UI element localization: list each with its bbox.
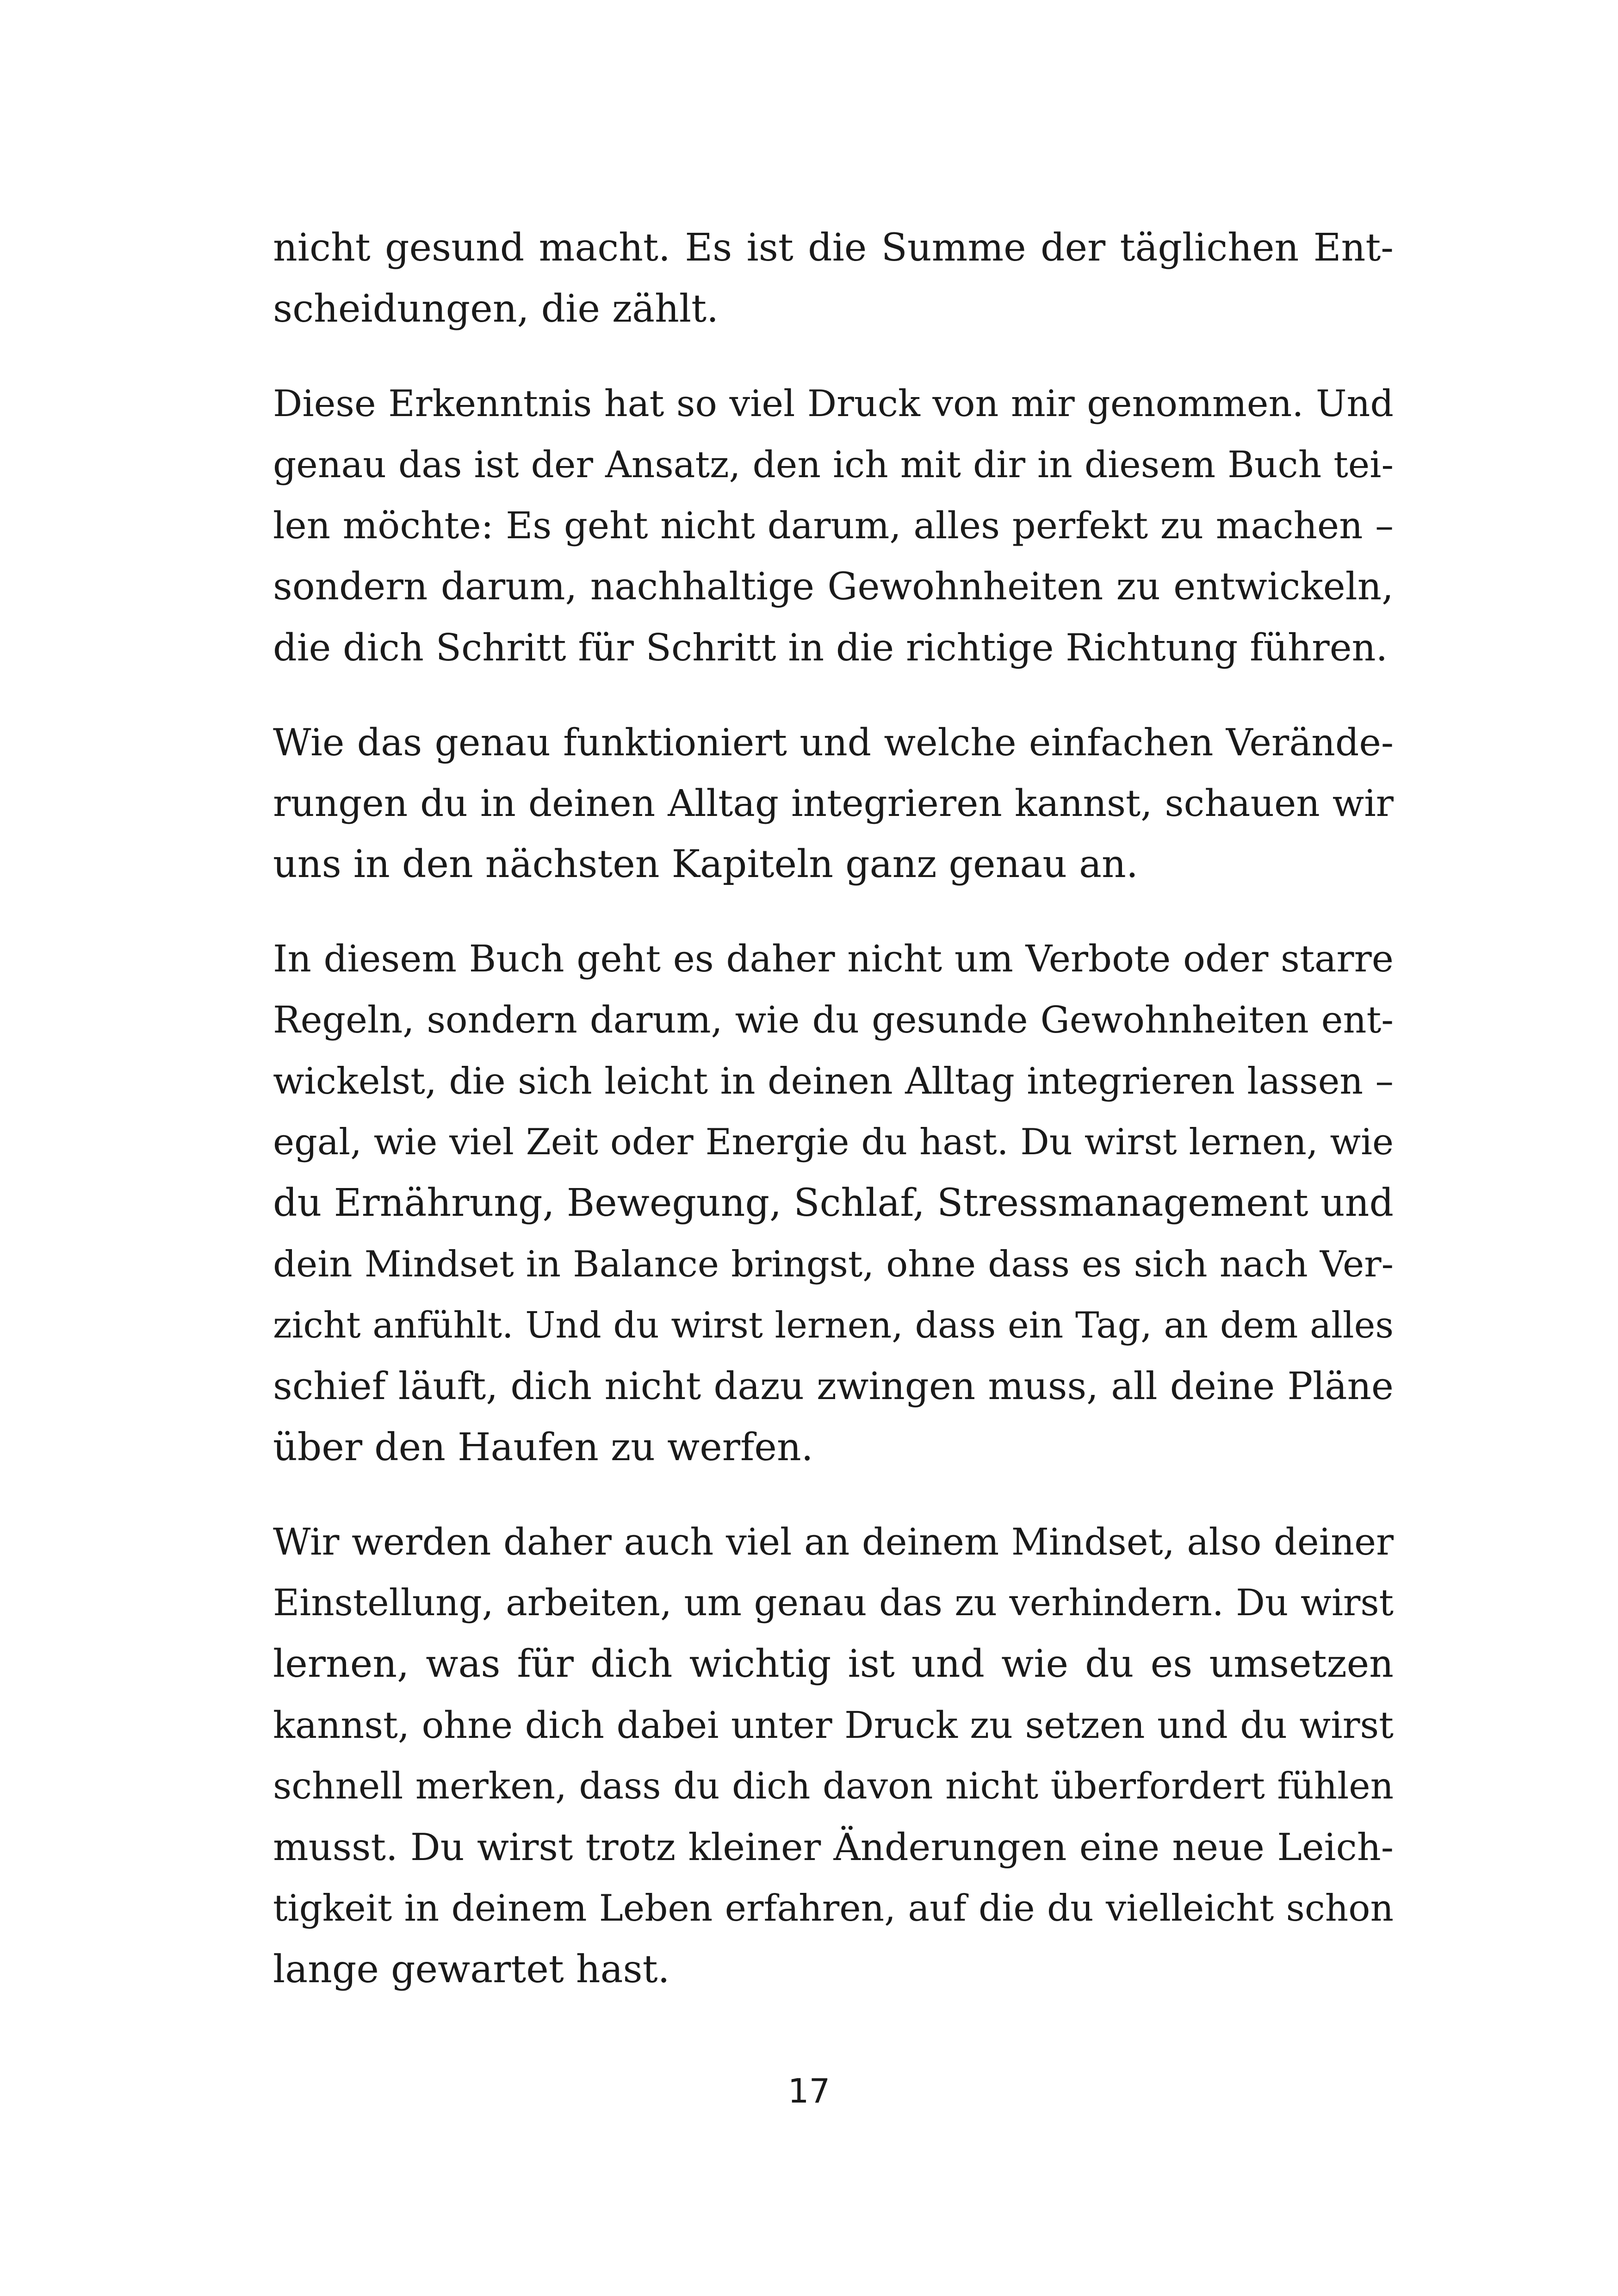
page-number: 17 xyxy=(787,2072,831,2110)
text-line: dein Mindset in Balance bringst, ohne dass es sich nach Ver- xyxy=(273,1243,1394,1285)
text-line: schief läuft, dich nicht dazu zwingen muss, all deine Pläne xyxy=(273,1365,1394,1408)
text-line: scheidungen, die zählt. xyxy=(273,287,719,331)
body-text xyxy=(273,218,1394,2000)
text-line: schnell merken, dass du dich davon nicht überfordert fühlen xyxy=(273,1765,1394,1807)
text-line: musst. Du wirst trotz kleiner Änderungen eine neue Leich- xyxy=(273,1826,1394,1869)
paragraph-2 xyxy=(273,373,1394,678)
text-line: len möchte: Es geht nicht darum, alles perfekt zu machen – xyxy=(273,504,1394,547)
text-line: kannst, ohne dich dabei unter Druck zu setzen und du wirst xyxy=(273,1704,1394,1747)
text-line: Wie das genau funktioniert und welche einfachen Verände- xyxy=(273,721,1394,764)
paragraph-5 xyxy=(273,1512,1394,2000)
paragraph-1 xyxy=(273,218,1394,340)
text-line: Einstellung, arbeiten, um genau das zu verhindern. Du wirst xyxy=(273,1582,1394,1624)
text-line: Diese Erkenntnis hat so viel Druck von mir genommen. Und xyxy=(273,382,1394,425)
text-line: lernen, was für dich wichtig ist und wie du es umsetzen xyxy=(273,1642,1394,1686)
text-line: uns in den nächsten Kapiteln ganz genau an. xyxy=(273,842,1138,886)
text-line: In diesem Buch geht es daher nicht um Verbote oder starre xyxy=(273,937,1394,980)
text-line: rungen du in deinen Alltag integrieren kannst, schauen wir xyxy=(273,782,1394,825)
text-line: Regeln, sondern darum, wie du gesunde Gewohnheiten ent- xyxy=(273,999,1394,1041)
text-line: zicht anfühlt. Und du wirst lernen, dass ein Tag, an dem alles xyxy=(273,1305,1394,1346)
text-line: du Ernährung, Bewegung, Schlaf, Stressmanagement und xyxy=(273,1181,1394,1225)
text-line: genau das ist der Ansatz, den ich mit dir in diesem Buch tei- xyxy=(273,443,1394,486)
text-line: Wir werden daher auch viel an deinem Mindset, also deiner xyxy=(273,1520,1394,1563)
text-line: sondern darum, nachhaltige Gewohnheiten zu entwickeln, xyxy=(273,565,1394,609)
text-line: nicht gesund macht. Es ist die Summe der täglichen Ent- xyxy=(273,226,1394,270)
text-line: tigkeit in deinem Leben erfahren, auf die du vielleicht schon xyxy=(273,1887,1394,1929)
text-line: die dich Schritt für Schritt in die richtige Richtung führen. xyxy=(273,626,1388,670)
text-line: wickelst, die sich leicht in deinen Alltag integrieren lassen – xyxy=(273,1060,1394,1102)
text-line: lange gewartet hast. xyxy=(273,1948,670,1991)
paragraph-3 xyxy=(273,712,1394,895)
text-line: egal, wie viel Zeit oder Energie du hast. Du wirst lernen, wie xyxy=(273,1121,1394,1163)
paragraph-4 xyxy=(273,928,1394,1478)
text-line: über den Haufen zu werfen. xyxy=(273,1425,813,1469)
